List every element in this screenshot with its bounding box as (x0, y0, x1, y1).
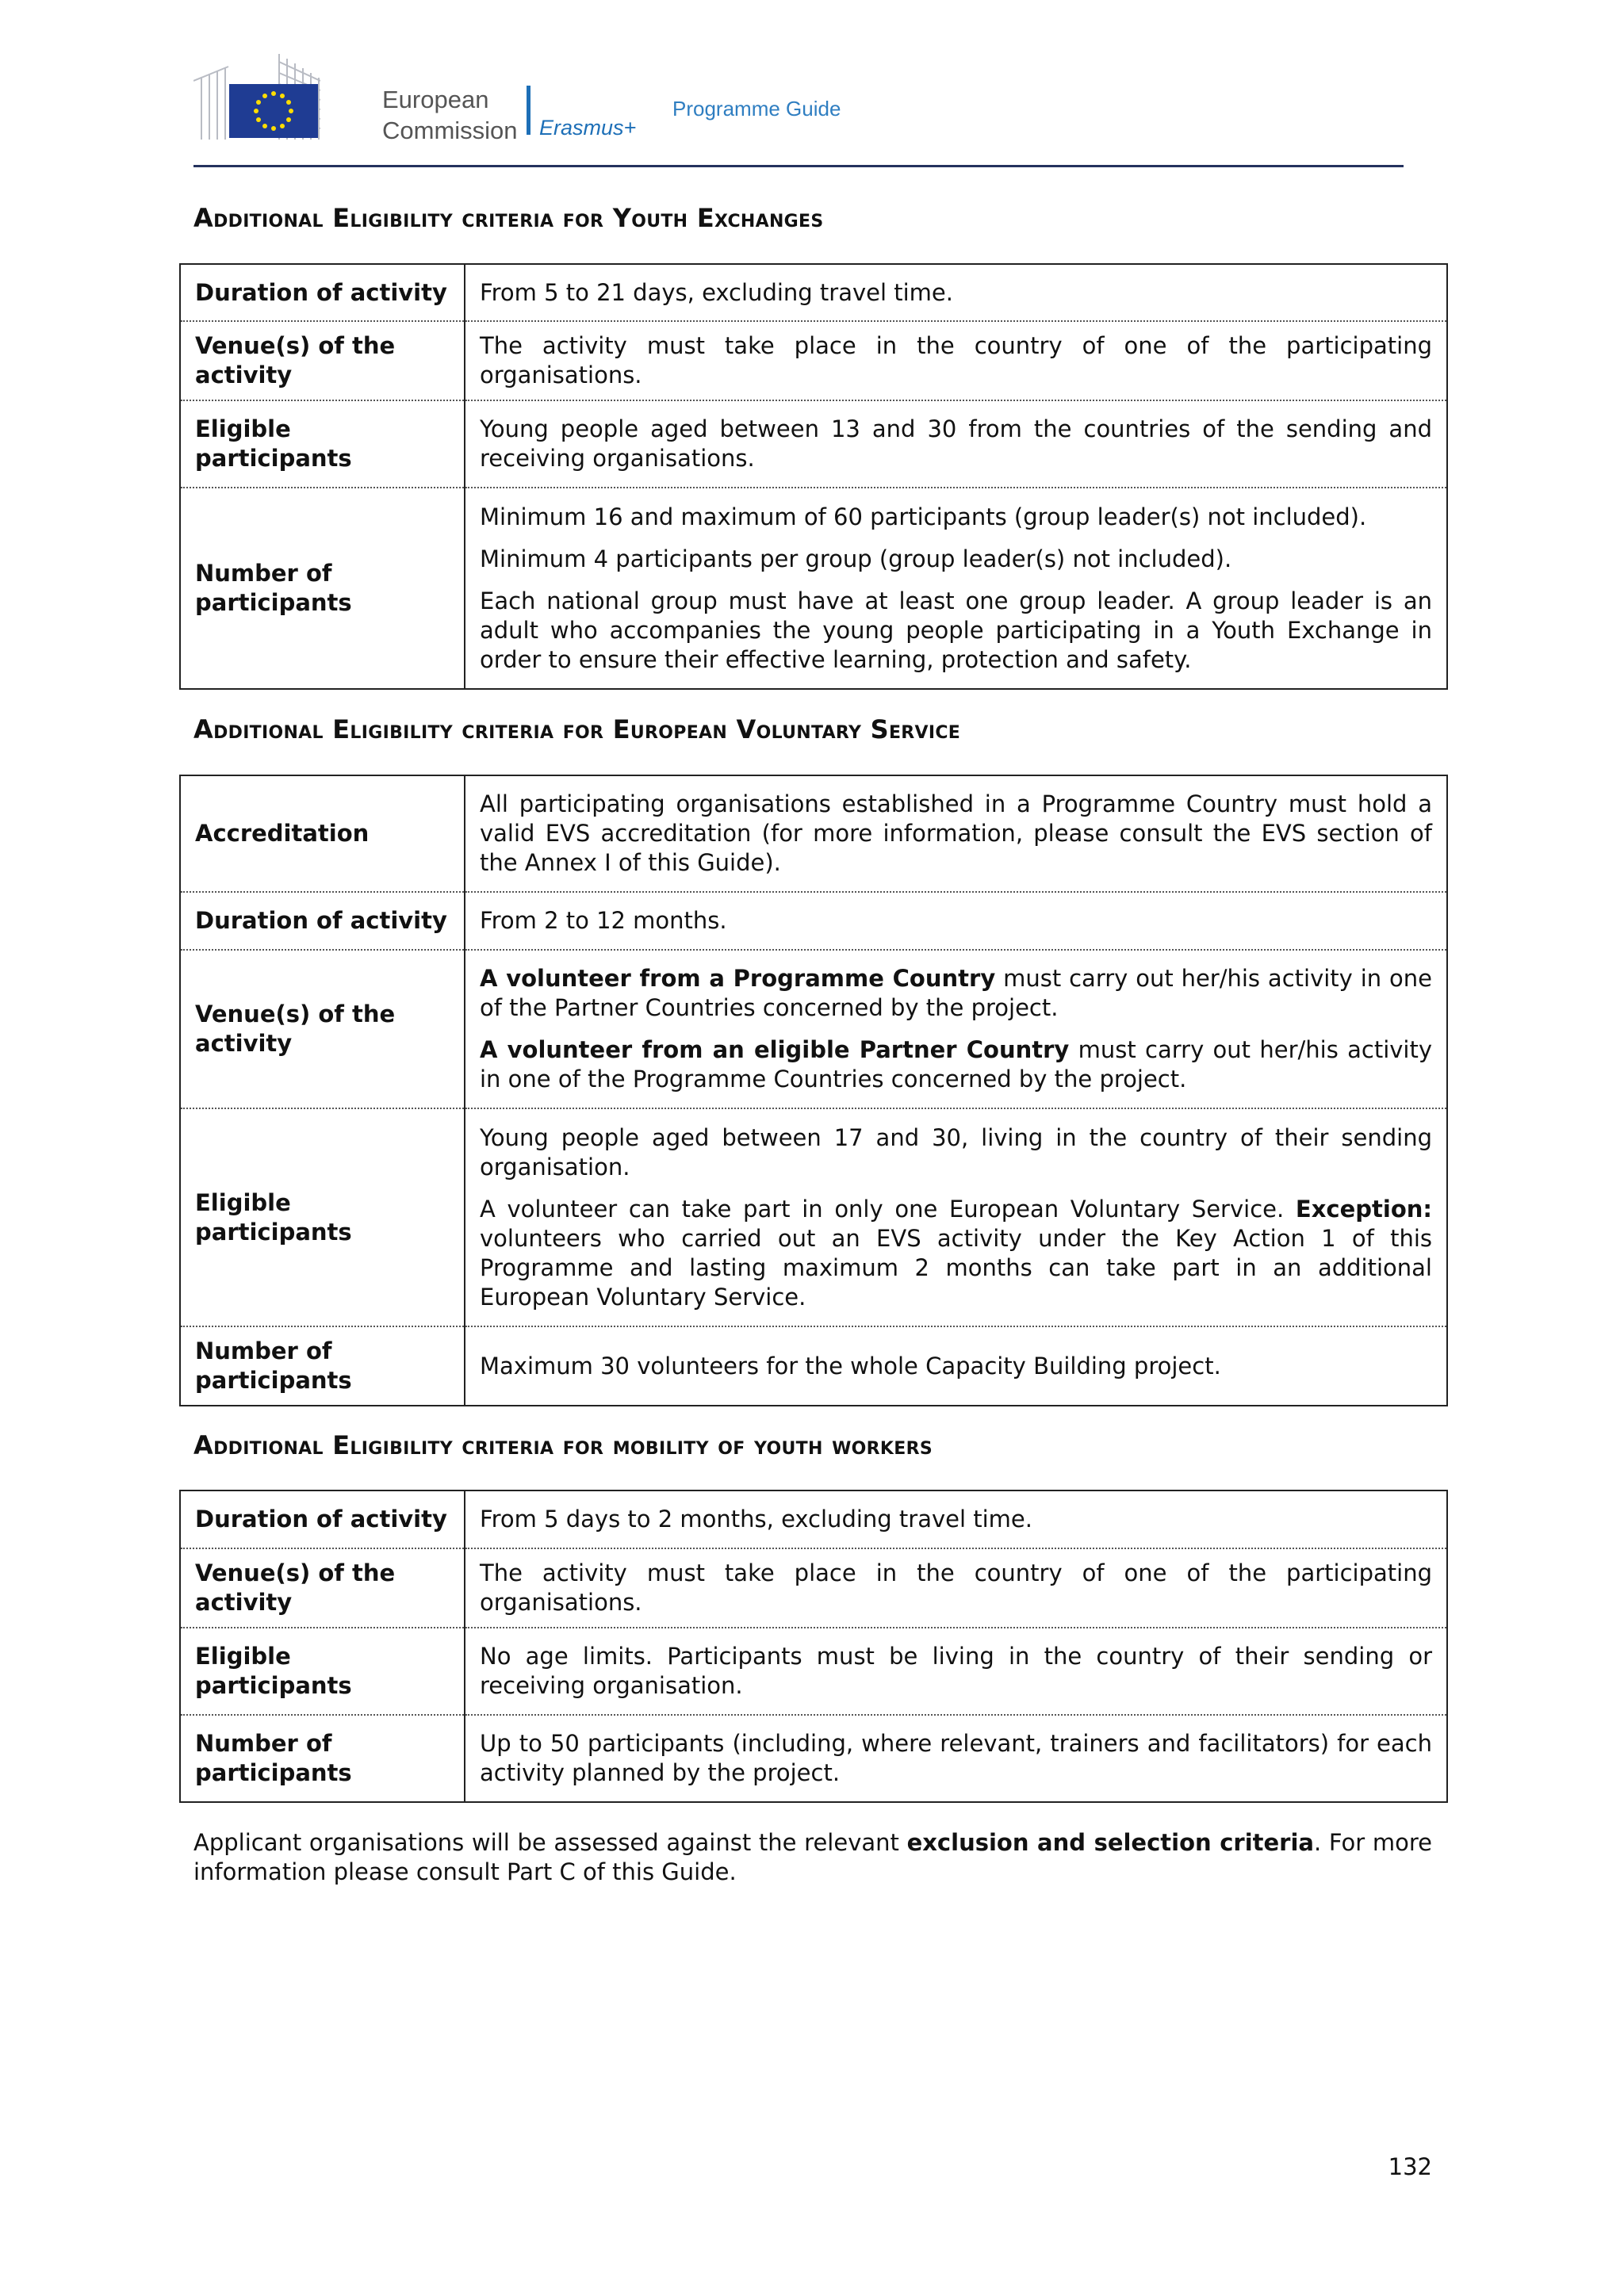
page-number: 132 (1388, 2153, 1432, 2180)
table-row (180, 950, 1447, 1108)
table-row (180, 1108, 1447, 1326)
logo-line-european: European (382, 86, 489, 113)
row-label: Accreditation (180, 775, 465, 892)
table-evs (179, 775, 1448, 1406)
commission-logo-text (382, 84, 518, 146)
row-value: Young people aged between 13 and 30 from the countries of the sending and receiving organisations. (465, 400, 1447, 488)
row-label: Number of participants (180, 1326, 465, 1406)
row-label: Number of participants (180, 1715, 465, 1802)
row-value: The activity must take place in the country of one of the participating organisations. (465, 321, 1447, 400)
row-value: All participating organisations established in a Programme Country must hold a valid EVS accreditation (for more information, please consult the EVS section of the Annex I of this Guide). (465, 775, 1447, 892)
row-value: Maximum 30 volunteers for the whole Capacity Building project. (465, 1326, 1447, 1406)
table-row (180, 321, 1447, 400)
page-header (193, 46, 1404, 170)
closing-paragraph: Applicant organisations will be assessed against the relevant exclusion and selection criteria. For more information please consult Part C of this Guide. (193, 1829, 1433, 1885)
table-row (180, 400, 1447, 488)
logo-divider (527, 86, 530, 135)
row-label: Duration of activity (180, 264, 465, 321)
table-youth-workers (179, 1490, 1448, 1803)
row-value: From 2 to 12 months. (465, 892, 1447, 950)
row-label: Eligible participants (180, 1108, 465, 1326)
row-label: Duration of activity (180, 1490, 465, 1548)
table-row (180, 892, 1447, 950)
eu-flag-icon (229, 84, 318, 138)
section-title-youth-workers: Additional Eligibility criteria for mobility of youth workers (193, 1430, 933, 1460)
header-section-label: Programme Guide (672, 97, 841, 121)
table-row (180, 264, 1447, 321)
row-value: A volunteer from a Programme Country must carry out her/his activity in one of the Partner Countries concerned by the project. A volunteer from an eligible Partner Country must carry out her/his activity in one of the Programme Countries concerned by the project. (465, 950, 1447, 1108)
row-value: From 5 days to 2 months, excluding travel time. (465, 1490, 1447, 1548)
row-label: Eligible participants (180, 400, 465, 488)
table-youth-exchanges (179, 263, 1448, 690)
row-value: No age limits. Participants must be living in the country of their sending or receiving organisation. (465, 1628, 1447, 1715)
section-title-evs: Additional Eligibility criteria for European Voluntary Service (193, 714, 961, 744)
row-label: Venue(s) of the activity (180, 1548, 465, 1628)
table-row (180, 1490, 1447, 1548)
section-title-youth-exchanges: Additional Eligibility criteria for Youth Exchanges (193, 203, 824, 233)
row-label: Duration of activity (180, 892, 465, 950)
row-label: Venue(s) of the activity (180, 321, 465, 400)
table-row (180, 1548, 1447, 1628)
header-rule (193, 165, 1404, 167)
table-row (180, 1715, 1447, 1802)
table-row (180, 1628, 1447, 1715)
erasmus-logo-text: Erasmus+ (539, 116, 637, 140)
row-value: The activity must take place in the country of one of the participating organisations. (465, 1548, 1447, 1628)
logo-line-commission: Commission (382, 117, 518, 144)
table-row (180, 1326, 1447, 1406)
row-label: Number of participants (180, 488, 465, 689)
table-row (180, 775, 1447, 892)
row-label: Eligible participants (180, 1628, 465, 1715)
row-label: Venue(s) of the activity (180, 950, 465, 1108)
row-value: Young people aged between 17 and 30, living in the country of their sending organisation. A volunteer can take part in only one European Voluntary Service. Exception: volunteers who carried out an EVS activity under the Key Action 1 of this Programme and lasting maximum 2 months can take part in an additional European Voluntary Service. (465, 1108, 1447, 1326)
row-value: Up to 50 participants (including, where relevant, trainers and facilitators) for each activity planned by the project. (465, 1715, 1447, 1802)
row-value: Minimum 16 and maximum of 60 participants (group leader(s) not included). Minimum 4 participants per group (group leader(s) not included). Each national group must have at least one group leader. A group leader is an adult who accompanies the young people participating in a Youth Exchange in order to ensure their effective learning, protection and safety. (465, 488, 1447, 689)
table-row (180, 488, 1447, 689)
row-value: From 5 to 21 days, excluding travel time. (465, 264, 1447, 321)
